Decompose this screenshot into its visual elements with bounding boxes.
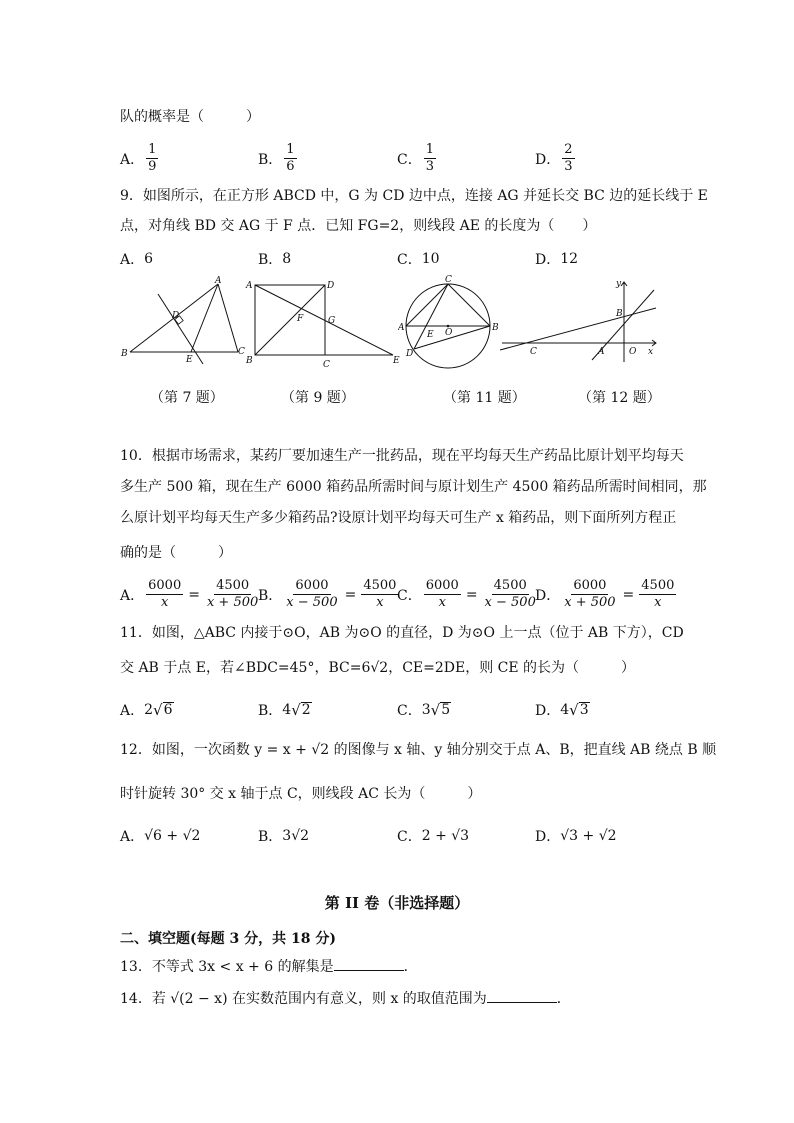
- fig12-label-y: y: [616, 279, 622, 289]
- q11-option-d: D． 4 √ 3: [535, 701, 589, 719]
- q11-line1: 11．如图，△ABC 内接于⊙O，AB 为⊙O 的直径，D 为⊙O 上一点（位于 AB 下方），CD: [120, 625, 684, 641]
- q12-option-d: D． √3 + √2: [535, 828, 617, 845]
- sqrt-sign: √ 5: [430, 701, 451, 719]
- sqrt-sign: √ 3: [569, 701, 589, 719]
- q9-line2: 点，对角线 BD 交 AG 于 F 点．已知 FG=2，则线段 AE 的长度为（ ）: [120, 218, 597, 234]
- fig9-label-b: B: [246, 356, 253, 366]
- caption-fig12: （第 12 题）: [578, 390, 661, 406]
- caption-fig9: （第 9 题）: [281, 390, 355, 406]
- q8-option-c: C． $\frac{1}{3}$: [397, 142, 434, 174]
- fig11-label-b: B: [492, 323, 499, 333]
- fig7-label-c: C: [238, 347, 245, 357]
- fig9-label-d: D: [327, 281, 335, 291]
- q11-line2: 交 AB 于点 E，若∠BDC=45°，BC=6√2，CE=2DE，则 CE 的长为（ ）: [120, 660, 636, 676]
- q12-option-c: C． 2 + √3: [397, 828, 470, 845]
- figure-q7: [118, 274, 248, 370]
- figure-q11: [398, 272, 508, 372]
- q13: 13．不等式 3x < x + 6 的解集是 ．: [120, 956, 418, 977]
- q9-option-a: A． 6: [120, 251, 154, 268]
- caption-fig7: （第 7 题）: [150, 390, 224, 406]
- fig7-label-a: A: [215, 276, 222, 286]
- fig12-label-x: x: [648, 347, 654, 357]
- q8-option-b: B． $\frac{1}{6}$: [258, 142, 295, 174]
- figure-q9: [243, 275, 403, 371]
- q9-option-d: D． 12: [535, 251, 579, 268]
- fig12-label-a: A: [598, 347, 605, 357]
- fig9-label-a: A: [246, 281, 253, 291]
- sqrt-sign: √ 6: [153, 701, 173, 719]
- figure-q12: [498, 276, 664, 366]
- fig12-label-o: O: [629, 347, 637, 357]
- q10-option-d: D． $\frac{6000}{x + 500}$ = $\frac{4500}{x}$: [535, 578, 675, 610]
- q11-option-b: B． 4 √ 2: [258, 701, 311, 719]
- q11-option-c: C． 3 √ 5: [397, 701, 451, 719]
- q10-line1: 10．根据市场需求，某药厂要加速生产一批药品，现在平均每天生产药品比原计划平均每天: [120, 448, 684, 464]
- q9-option-c: C． 10: [397, 251, 440, 268]
- fig12-label-b: B: [616, 309, 623, 319]
- q10-line4: 确的是（ ）: [120, 545, 232, 561]
- q8-option-a: A． $\frac{1}{9}$: [120, 142, 157, 174]
- q10-line3: 么原计划平均每天生产多少箱药品?设原计划平均每天可生产 x 箱药品，则下面所列方程正: [120, 510, 677, 526]
- q10-option-b: B． $\frac{6000}{x - 500}$ = $\frac{4500}{x}$: [258, 578, 397, 610]
- fig12-label-c: C: [530, 347, 537, 357]
- q8-tail: 队的概率是（ ）: [120, 109, 260, 125]
- q9-option-b: B． 8: [258, 251, 292, 268]
- q12-line2: 时针旋转 30° 交 x 轴于点 C，则线段 AC 长为（ ）: [120, 786, 482, 802]
- fig11-label-o: O: [445, 328, 453, 338]
- caption-fig11: （第 11 题）: [443, 390, 526, 406]
- fig7-label-b: B: [121, 349, 128, 359]
- fig11-label-c: C: [445, 275, 452, 285]
- q10-option-c: C． $\frac{6000}{x}$ = $\frac{4500}{x - 500}$: [397, 578, 536, 610]
- sqrt-sign: √ 2: [291, 701, 311, 719]
- fig7-label-e: E: [186, 355, 193, 365]
- q10-line2: 多生产 500 箱，现在生产 6000 箱药品所需时间与原计划生产 4500 箱药品所需时间相同，那: [120, 479, 707, 495]
- fig11-label-e: E: [427, 330, 434, 340]
- fig9-label-c: C: [323, 360, 330, 370]
- q12-option-b: B． 3√2: [258, 828, 310, 845]
- q8-option-d: D． $\frac{2}{3}$: [535, 142, 573, 174]
- fig9-label-f: F: [297, 314, 304, 324]
- q9-line1: 9．如图所示，在正方形 ABCD 中，G 为 CD 边中点，连接 AG 并延长交 BC 边的延长线于 E: [120, 188, 708, 204]
- part2-title: 第 II 卷（非选择题）: [324, 894, 470, 912]
- q12-line1: 12．如图，一次函数 y = x + √2 的图像与 x 轴、y 轴分别交于点 A、B，把直线 AB 绕点 B 顺: [120, 742, 717, 758]
- answer-blank[interactable]: [487, 988, 557, 1003]
- answer-blank[interactable]: [334, 956, 404, 971]
- section-heading: 二、填空题(每题 3 分，共 18 分): [120, 931, 336, 947]
- q12-option-a: A． √6 + √2: [120, 828, 201, 845]
- q10-option-a: A． $\frac{6000}{x}$ = $\frac{4500}{x + 500}$: [120, 578, 259, 610]
- fig9-label-e: E: [393, 356, 400, 366]
- fig11-label-a: A: [398, 323, 405, 333]
- q14: 14．若 √(2 − x) 在实数范围内有意义，则 x 的取值范围为 ．: [120, 988, 571, 1009]
- q11-option-a: A． 2 √ 6: [120, 701, 173, 719]
- fig11-label-d: D: [406, 349, 414, 359]
- fig7-label-d: D: [172, 311, 180, 321]
- fig9-label-g: G: [328, 316, 336, 326]
